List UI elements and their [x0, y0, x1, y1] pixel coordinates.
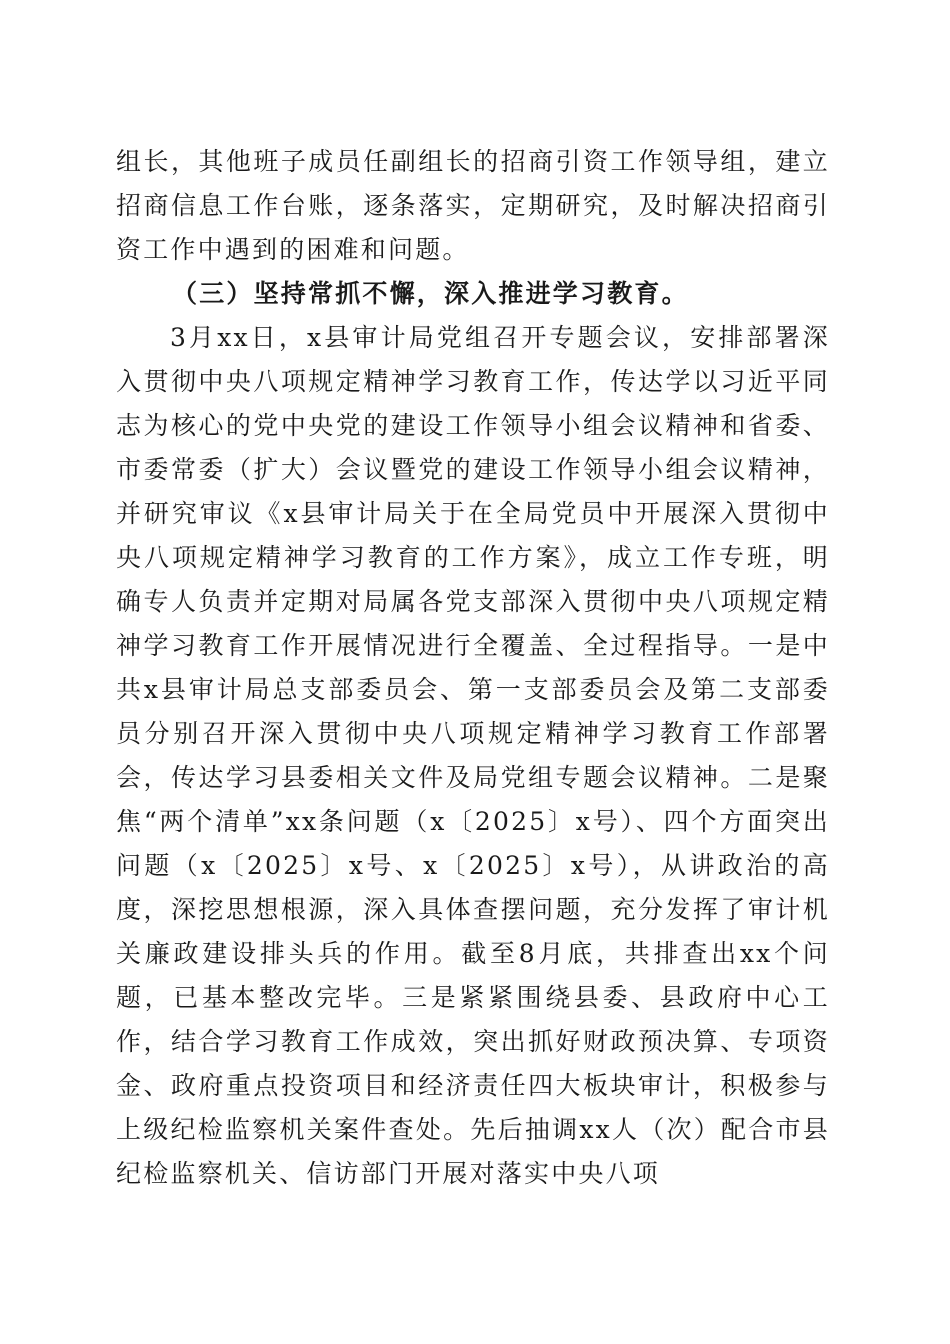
continuation-paragraph: 组长，其他班子成员任副组长的招商引资工作领导组，建立招商信息工作台账，逐条落实，定期研究，及时解决招商引资工作中遇到的困难和问题。	[116, 147, 830, 264]
document-body	[116, 140, 830, 1196]
section-body-paragraph: 3月xx日，x县审计局党组召开专题会议，安排部署深入贯彻中央八项规定精神学习教育工作，传达学以习近平同志为核心的党中央党的建设工作领导小组会议精神和省委、市委常委（扩大）会议暨党的建设工作领导小组会议精神，并研究审议《x县审计局关于在全局党员中开展深入贯彻中央八项规定精神学习教育的工作方案》，成立工作专班，明确专人负责并定期对局属各党支部深入贯彻中央八项规定精神学习教育工作开展情况进行全覆盖、全过程指导。一是中共x县审计局总支部委员会、第一支部委员会及第二支部委员分别召开深入贯彻中央八项规定精神学习教育工作部署会，传达学习县委相关文件及局党组专题会议精神。二是聚焦“两个清单”xx条问题（x〔2025〕x号）、四个方面突出问题（x〔2025〕x号、x〔2025〕x号），从讲政治的高度，深挖思想根源，深入具体查摆问题，充分发挥了审计机关廉政建设排头兵的作用。截至8月底，共排查出xx个问题，已基本整改完毕。三是紧紧围绕县委、县政府中心工作，结合学习教育工作成效，突出抓好财政预决算、专项资金、政府重点投资项目和经济责任四大板块审计，积极参与上级纪检监察机关案件查处。先后抽调xx人（次）配合市县纪检监察机关、信访部门开展对落实中央八项	[116, 323, 830, 1188]
section-heading: （三）坚持常抓不懈，深入推进学习教育。	[172, 279, 689, 308]
